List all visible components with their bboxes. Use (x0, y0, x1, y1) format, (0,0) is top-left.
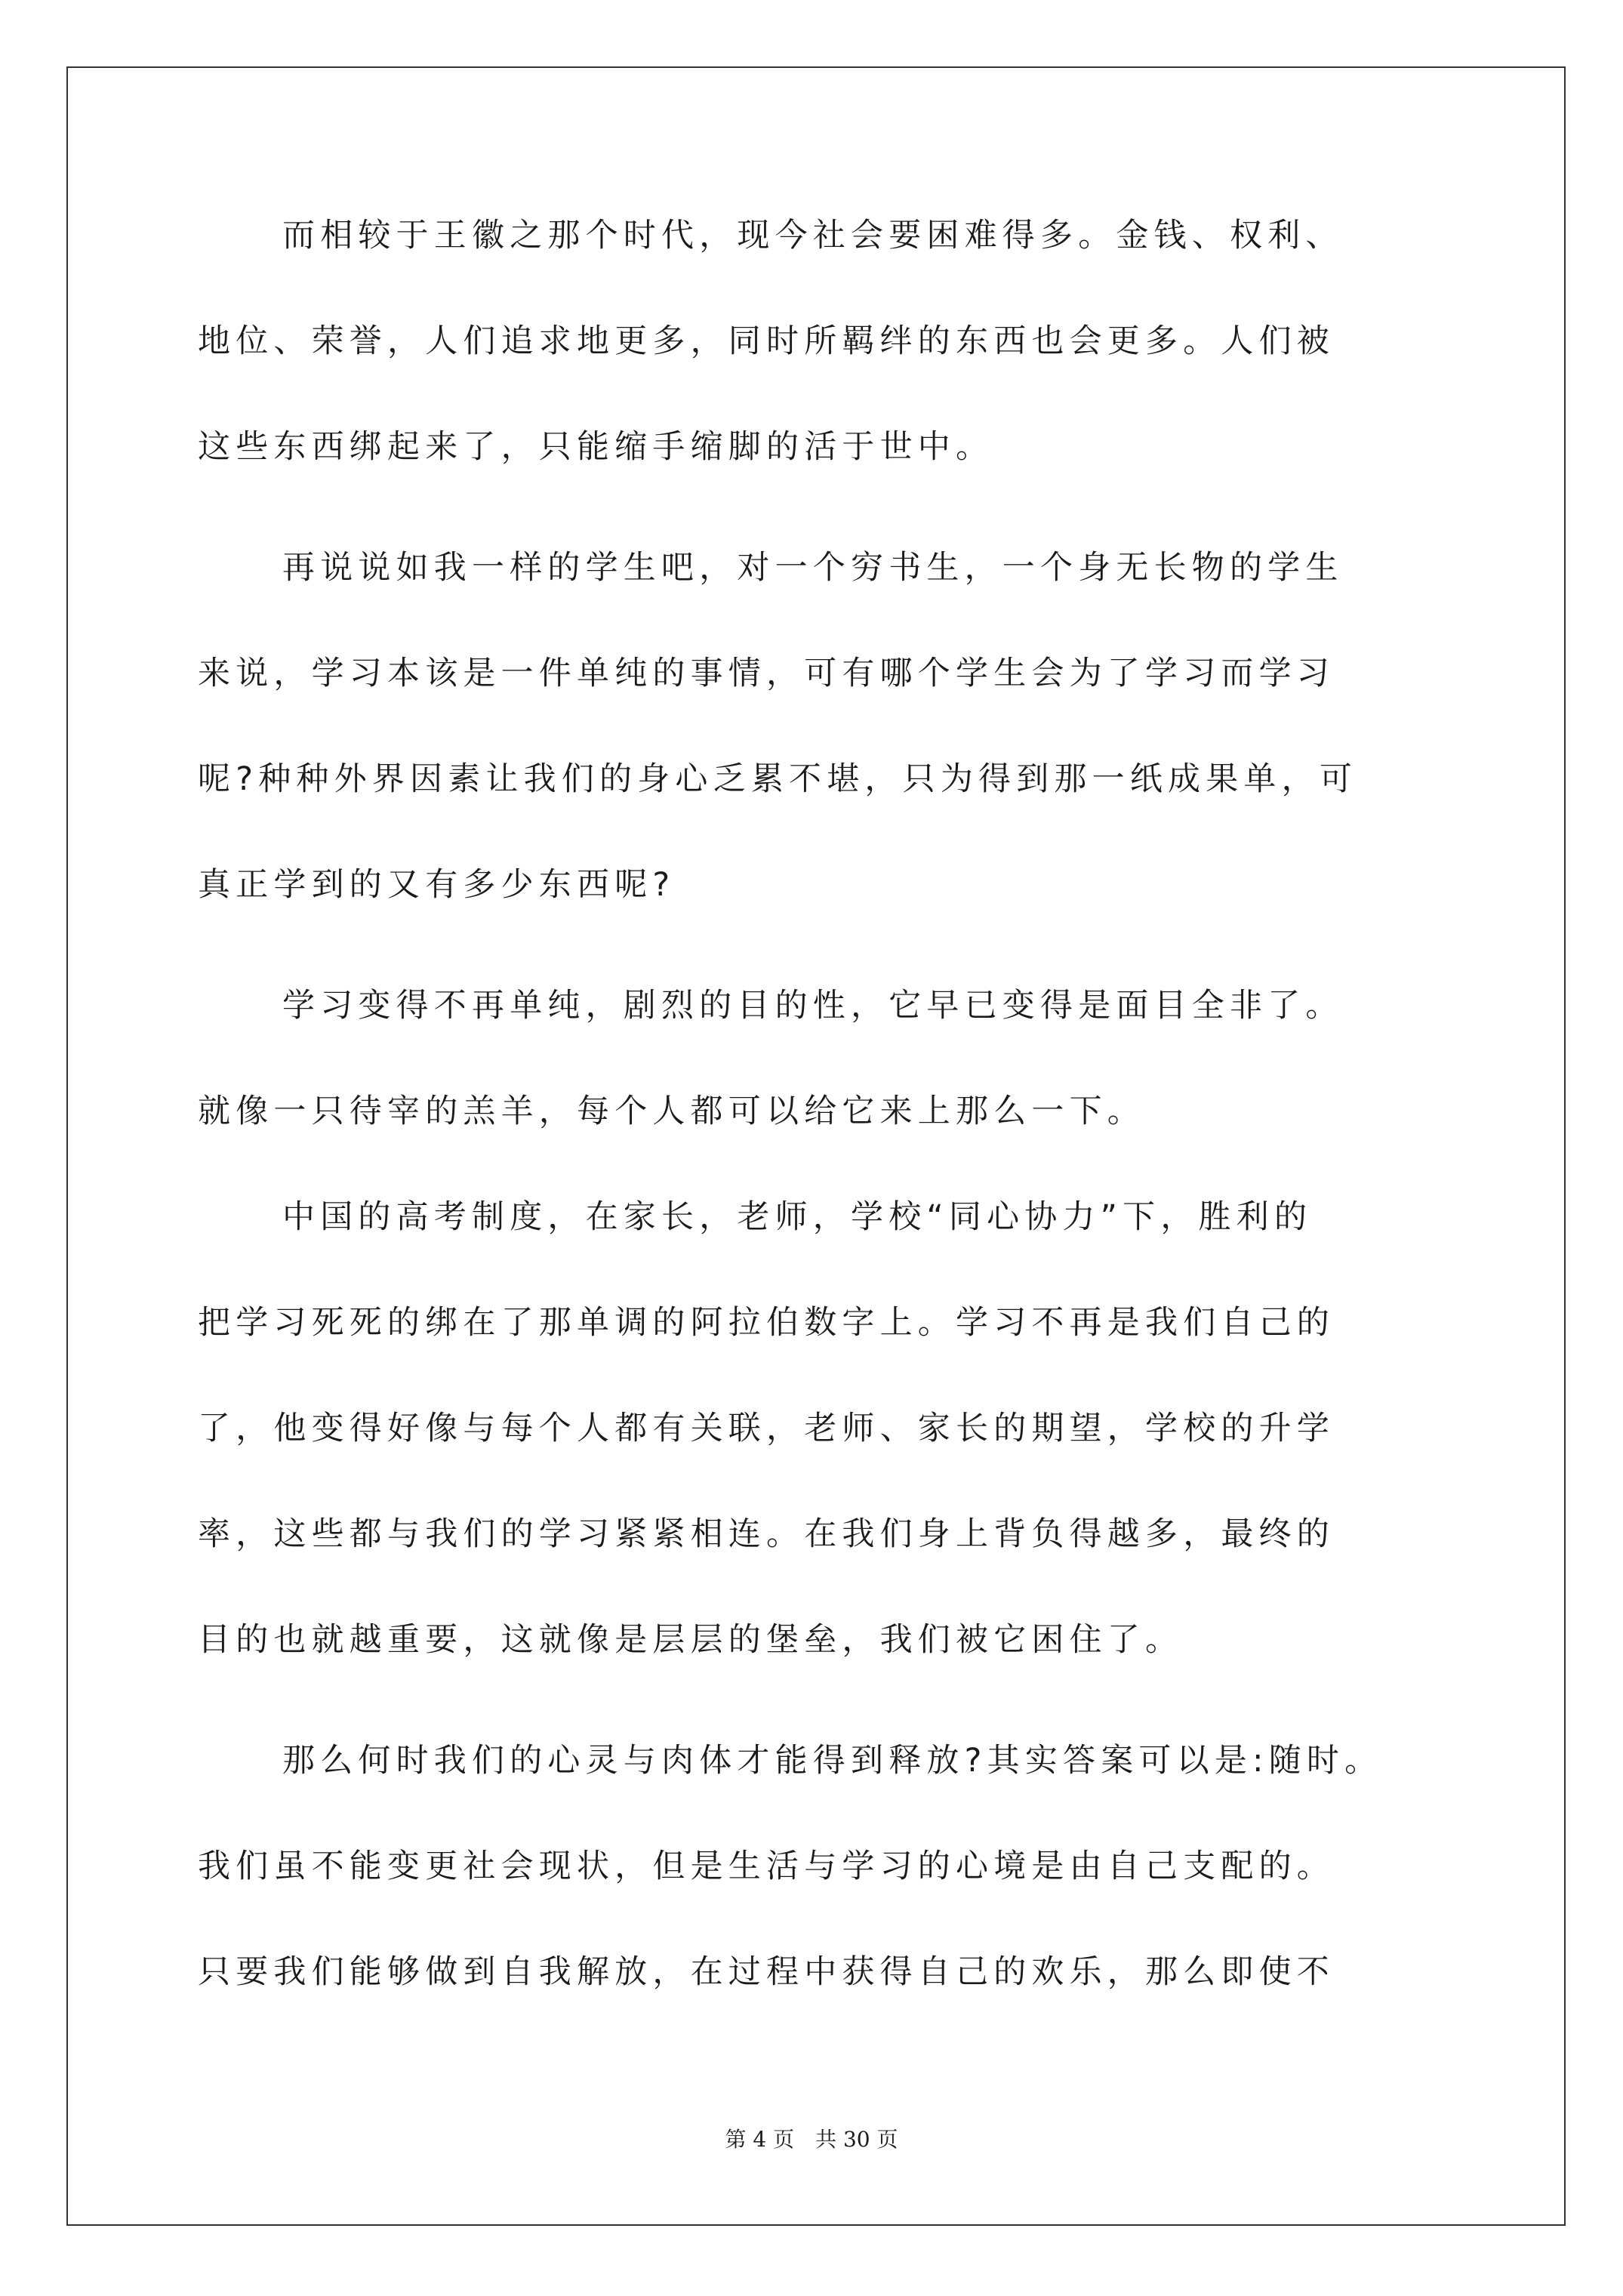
text-line: 来说，学习本该是一件单纯的事情，可有哪个学生会为了学习而学习 (198, 655, 1335, 692)
text-line: 了，他变得好像与每个人都有关联，老师、家长的期望，学校的升学 (198, 1410, 1335, 1447)
text-line: 我们虽不能变更社会现状，但是生活与学习的心境是由自己支配的。 (198, 1848, 1335, 1885)
text-line: 只要我们能够做到自我解放，在过程中获得自己的欢乐，那么即使不 (198, 1953, 1335, 1991)
text-line: 再说说如我一样的学生吧，对一个穷书生，一个身无长物的学生 (282, 549, 1344, 587)
text-line: 这些东西绑起来了，只能缩手缩脚的活于世中。 (198, 428, 994, 466)
page-border (66, 66, 1566, 2226)
text-line: 率，这些都与我们的学习紧紧相连。在我们身上背负得越多，最终的 (198, 1515, 1335, 1553)
text-line: 呢?种种外界因素让我们的身心乏累不堪，只为得到那一纸成果单，可 (198, 760, 1358, 798)
text-line: 那么何时我们的心灵与肉体才能得到释放?其实答案可以是:随时。 (282, 1742, 1383, 1780)
text-line: 真正学到的又有多少东西呢? (198, 866, 676, 904)
text-line: 目的也就越重要，这就像是层层的堡垒，我们被它困住了。 (198, 1621, 1184, 1659)
text-line: 中国的高考制度，在家长，老师，学校“同心协力”下，胜利的 (282, 1198, 1313, 1236)
text-line: 而相较于王徽之那个时代，现今社会要困难得多。金钱、权利、 (282, 217, 1344, 254)
text-line: 学习变得不再单纯，剧烈的目的性，它早已变得是面目全非了。 (282, 987, 1344, 1025)
text-line: 就像一只待宰的羔羊，每个人都可以给它来上那么一下。 (198, 1093, 1145, 1130)
text-line: 地位、荣誉，人们追求地更多，同时所羁绊的东西也会更多。人们被 (198, 322, 1335, 360)
text-line: 把学习死死的绑在了那单调的阿拉伯数字上。学习不再是我们自己的 (198, 1304, 1335, 1342)
page-number: 第 4 页 共 30 页 (725, 2127, 898, 2152)
